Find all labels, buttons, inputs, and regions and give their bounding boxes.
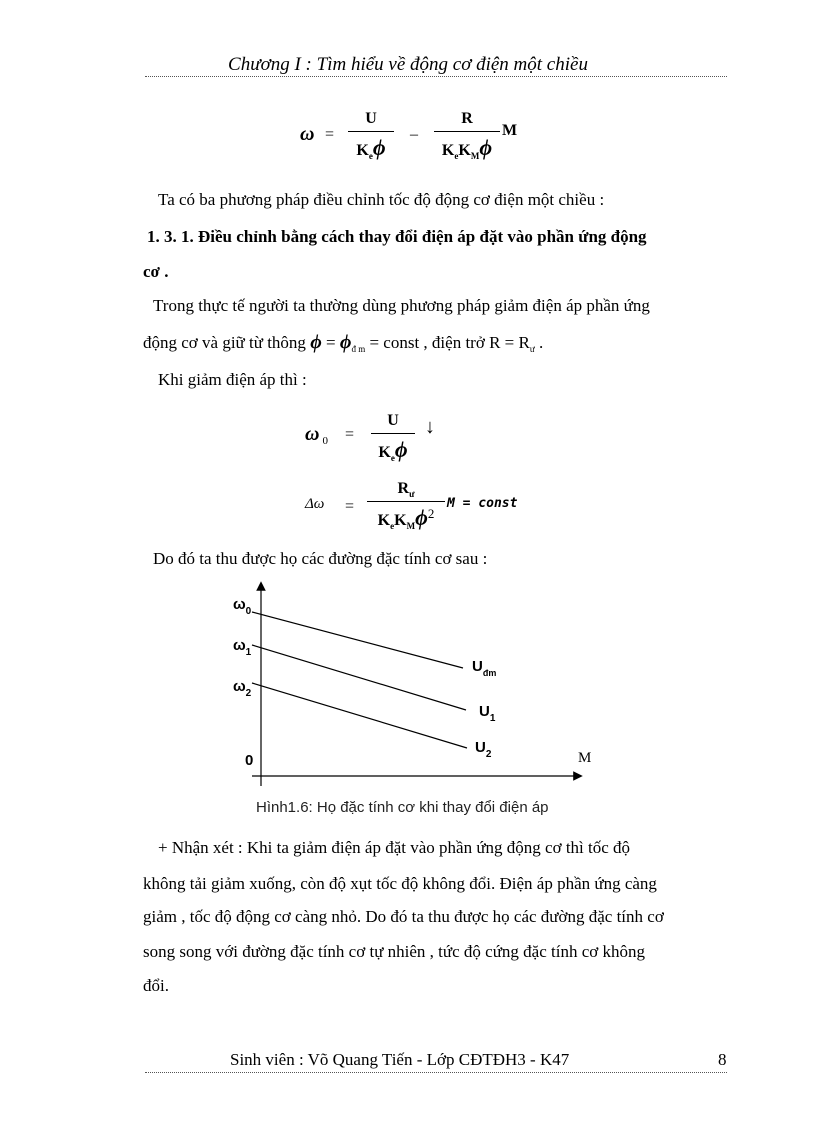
y-label-omega1: $\omega_1$ (233, 637, 252, 658)
formula1-den1: $K_e\phi$ (356, 135, 386, 161)
formula2-den: $K_e\phi$ (378, 437, 408, 463)
section-heading-line2: cơ . (143, 262, 169, 281)
paragraph-3: Do đó ta thu được họ các đường đặc tính cơ sau : (153, 549, 488, 568)
section-heading-line1: 1. 3. 1. Điều chỉnh bằng cách thay đổi điện áp đặt vào phần ứng động (147, 227, 647, 246)
line-label-u2: $U_2$ (475, 739, 492, 760)
formula1-den2: $K_eK_M\phi$ (441, 135, 493, 161)
formula2-num: U (387, 412, 399, 429)
line-u2 (252, 683, 467, 748)
line-u1 (252, 645, 466, 710)
line-u-dm (252, 612, 463, 668)
remark-line4: song song với đường đặc tính cơ tự nhiên , tức độ cứng đặc tính cơ không (143, 942, 645, 961)
formula2-equals: = (345, 426, 355, 443)
formula1-lhs: ω (300, 123, 315, 145)
formula3-num: $R_ư$ (397, 480, 415, 499)
formula1-equals: = (325, 126, 335, 143)
remark-line2: không tải giảm xuống, còn độ xụt tốc độ không đổi. Điện áp phần ứng càng (143, 874, 657, 893)
x-axis-label: M (578, 750, 592, 766)
formula3-tail: M = const (447, 496, 518, 511)
paragraph-1-line1: Trong thực tế người ta thường dùng phương pháp giảm điện áp phần ứng (153, 296, 650, 315)
down-arrow-icon: ↓ (425, 416, 435, 438)
remark-line1: + Nhận xét : Khi ta giảm điện áp đặt vào phần ứng động cơ thì tốc độ (158, 838, 631, 857)
y-label-omega0: $\omega_0$ (233, 596, 252, 617)
line-label-u-dm: $U_{đm}$ (472, 658, 497, 678)
formula3-lhs: Δω (305, 496, 325, 512)
footer-student-info: Sinh viên : Võ Quang Tiến - Lớp CĐTĐH3 - K47 (230, 1050, 570, 1069)
formula3-den: $K_eK_M\phi^2$ (377, 505, 435, 531)
page-header-title: Chương I : Tìm hiểu về động cơ điện một chiều (228, 54, 588, 75)
formula3-equals: = (345, 498, 355, 515)
intro-paragraph: Ta có ba phương pháp điều chỉnh tốc độ động cơ điện một chiều : (158, 190, 605, 209)
figure-caption: Hình1.6: Họ đặc tính cơ khi thay đổi điện áp (256, 799, 549, 816)
y-label-omega2: $\omega_2$ (233, 678, 252, 699)
formula1-num2: R (461, 110, 473, 127)
remark-line5: đổi. (143, 976, 169, 995)
formula1-num1: U (365, 110, 377, 127)
formula2-lhs: ω $_0$ (305, 423, 328, 447)
remark-line3: giảm , tốc độ động cơ càng nhỏ. Do đó ta thu được họ các đường đặc tính cơ (143, 907, 664, 926)
formula1-tail: M (502, 122, 518, 139)
formula1-minus: – (410, 126, 418, 143)
line-label-u1: $U_1$ (479, 703, 496, 724)
footer-page-number: 8 (718, 1050, 727, 1069)
footer-divider (145, 1072, 727, 1073)
paragraph-2: Khi giảm điện áp thì : (158, 370, 307, 389)
paragraph-1-line2: động cơ và giữ từ thông $\phi = \phi_{đ m}$ = const , điện trở $R = R_ư$ . (143, 331, 544, 354)
origin-label: 0 (245, 752, 254, 769)
